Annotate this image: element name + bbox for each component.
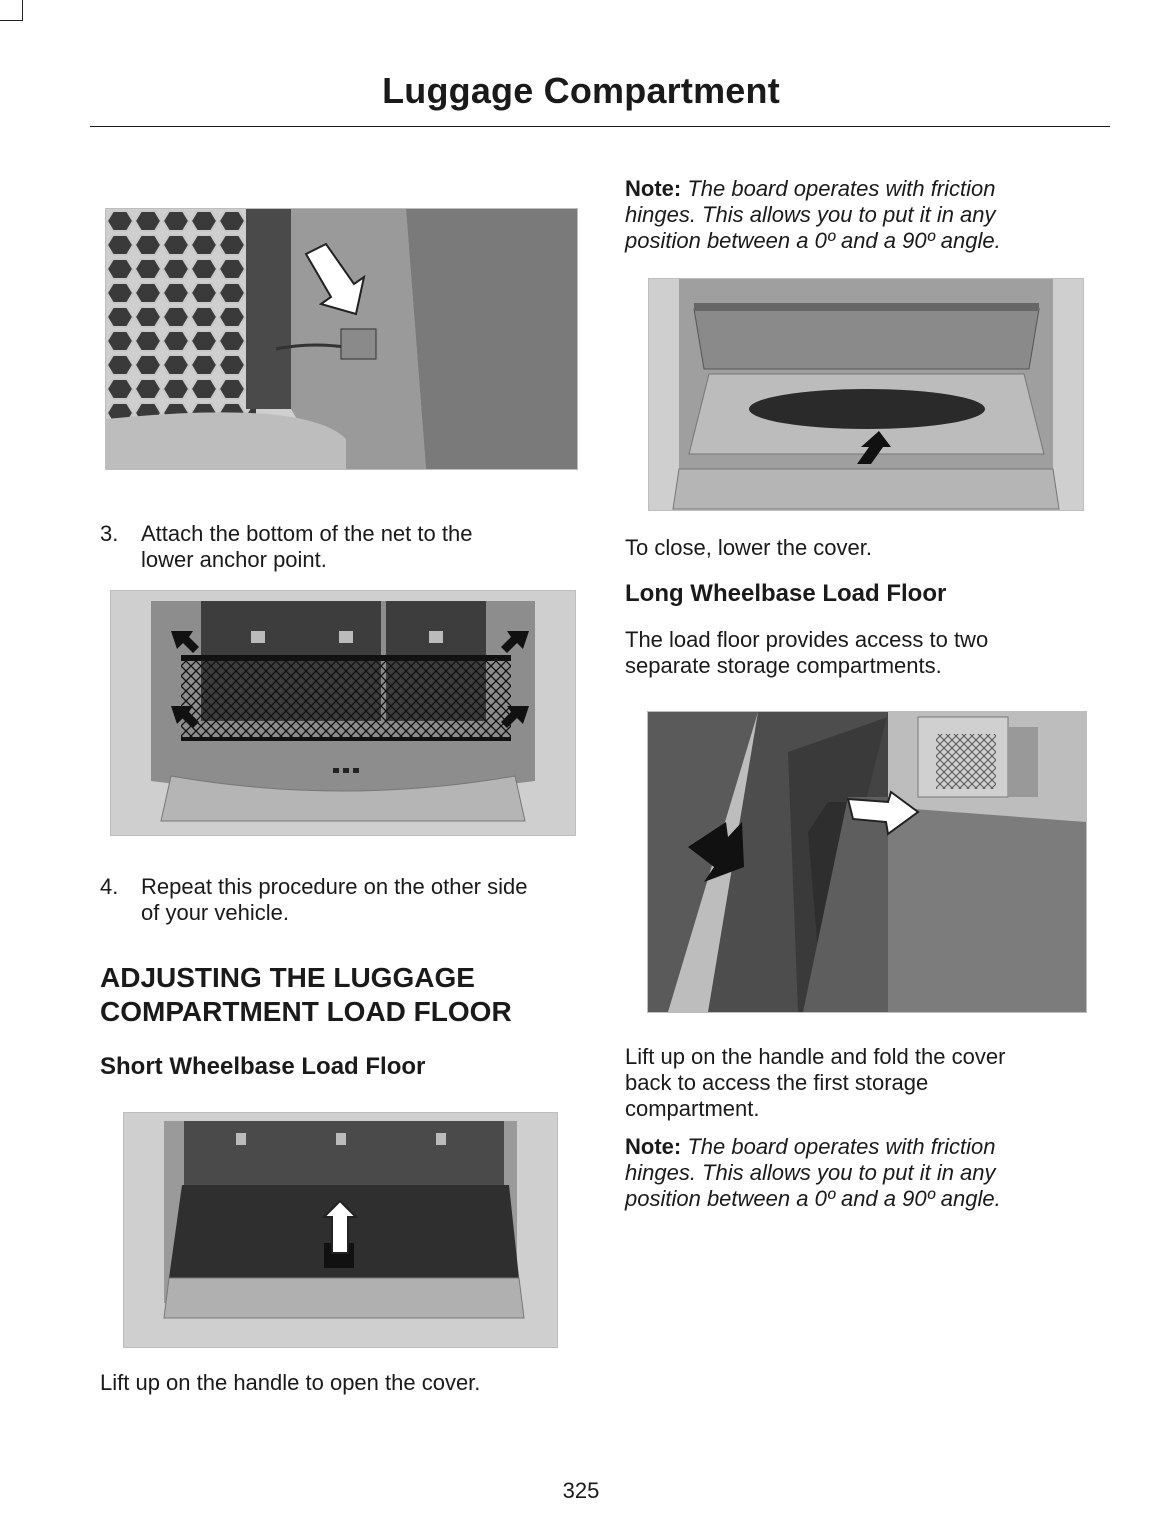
note-text-line: The board operates with friction <box>681 176 996 201</box>
page-number: 325 <box>562 1478 600 1503</box>
note-text-line: The board operates with friction <box>681 1134 996 1159</box>
page-title: Luggage Compartment <box>382 70 780 111</box>
note-text-line: hinges. This allows you to put it in any <box>625 202 996 227</box>
section-heading <box>100 961 578 1029</box>
note-text-line: position between a 0º and a 90º angle. <box>625 1186 1001 1211</box>
section-heading-line: ADJUSTING THE LUGGAGE <box>100 962 475 993</box>
paragraph-line: separate storage compartments. <box>625 653 942 678</box>
paragraph-line: The load floor provides access to two <box>625 627 989 652</box>
close-instruction <box>625 535 1090 561</box>
note-label: Note: <box>625 1134 682 1159</box>
note-text-line: hinges. This allows you to put it in any <box>625 1160 996 1185</box>
step-3 <box>100 521 578 575</box>
long-wheelbase-heading <box>625 580 1090 608</box>
step-number: 3. <box>100 521 119 546</box>
short-wheelbase-caption <box>100 1370 578 1396</box>
step-text-line: Repeat this procedure on the other side <box>141 874 528 899</box>
section-heading-line: COMPARTMENT LOAD FLOOR <box>100 996 512 1027</box>
title-rule <box>90 126 1110 127</box>
subheading-text: Long Wheelbase Load Floor <box>625 580 947 607</box>
long-wheelbase-caption <box>625 1044 1090 1122</box>
step-number: 4. <box>100 874 119 899</box>
illustration-short-floor-open <box>648 278 1084 511</box>
long-wheelbase-intro <box>625 627 1090 679</box>
subheading-text: Short Wheelbase Load Floor <box>100 1053 426 1080</box>
step-text-line: Attach the bottom of the net to the <box>141 521 473 546</box>
illustration-net-anchor-points <box>110 590 576 836</box>
crop-mark <box>0 0 23 21</box>
paragraph: Lift up on the handle to open the cover. <box>100 1370 481 1395</box>
paragraph-line: Lift up on the handle and fold the cover <box>625 1044 1006 1069</box>
paragraph-line: compartment. <box>625 1096 760 1121</box>
illustration-net-lower-anchor <box>105 208 578 470</box>
note-1 <box>625 176 1090 254</box>
step-text-line: lower anchor point. <box>141 547 327 572</box>
paragraph-line: back to access the first storage <box>625 1070 929 1095</box>
note-2 <box>625 1134 1090 1212</box>
illustration-long-wheelbase-floor <box>647 711 1087 1013</box>
step-text-line: of your vehicle. <box>141 900 289 925</box>
step-4 <box>100 874 578 928</box>
note-label: Note: <box>625 176 682 201</box>
illustration-short-wheelbase-floor <box>123 1112 558 1348</box>
short-wheelbase-heading <box>100 1053 578 1081</box>
note-text-line: position between a 0º and a 90º angle. <box>625 228 1001 253</box>
paragraph: To close, lower the cover. <box>625 535 873 560</box>
